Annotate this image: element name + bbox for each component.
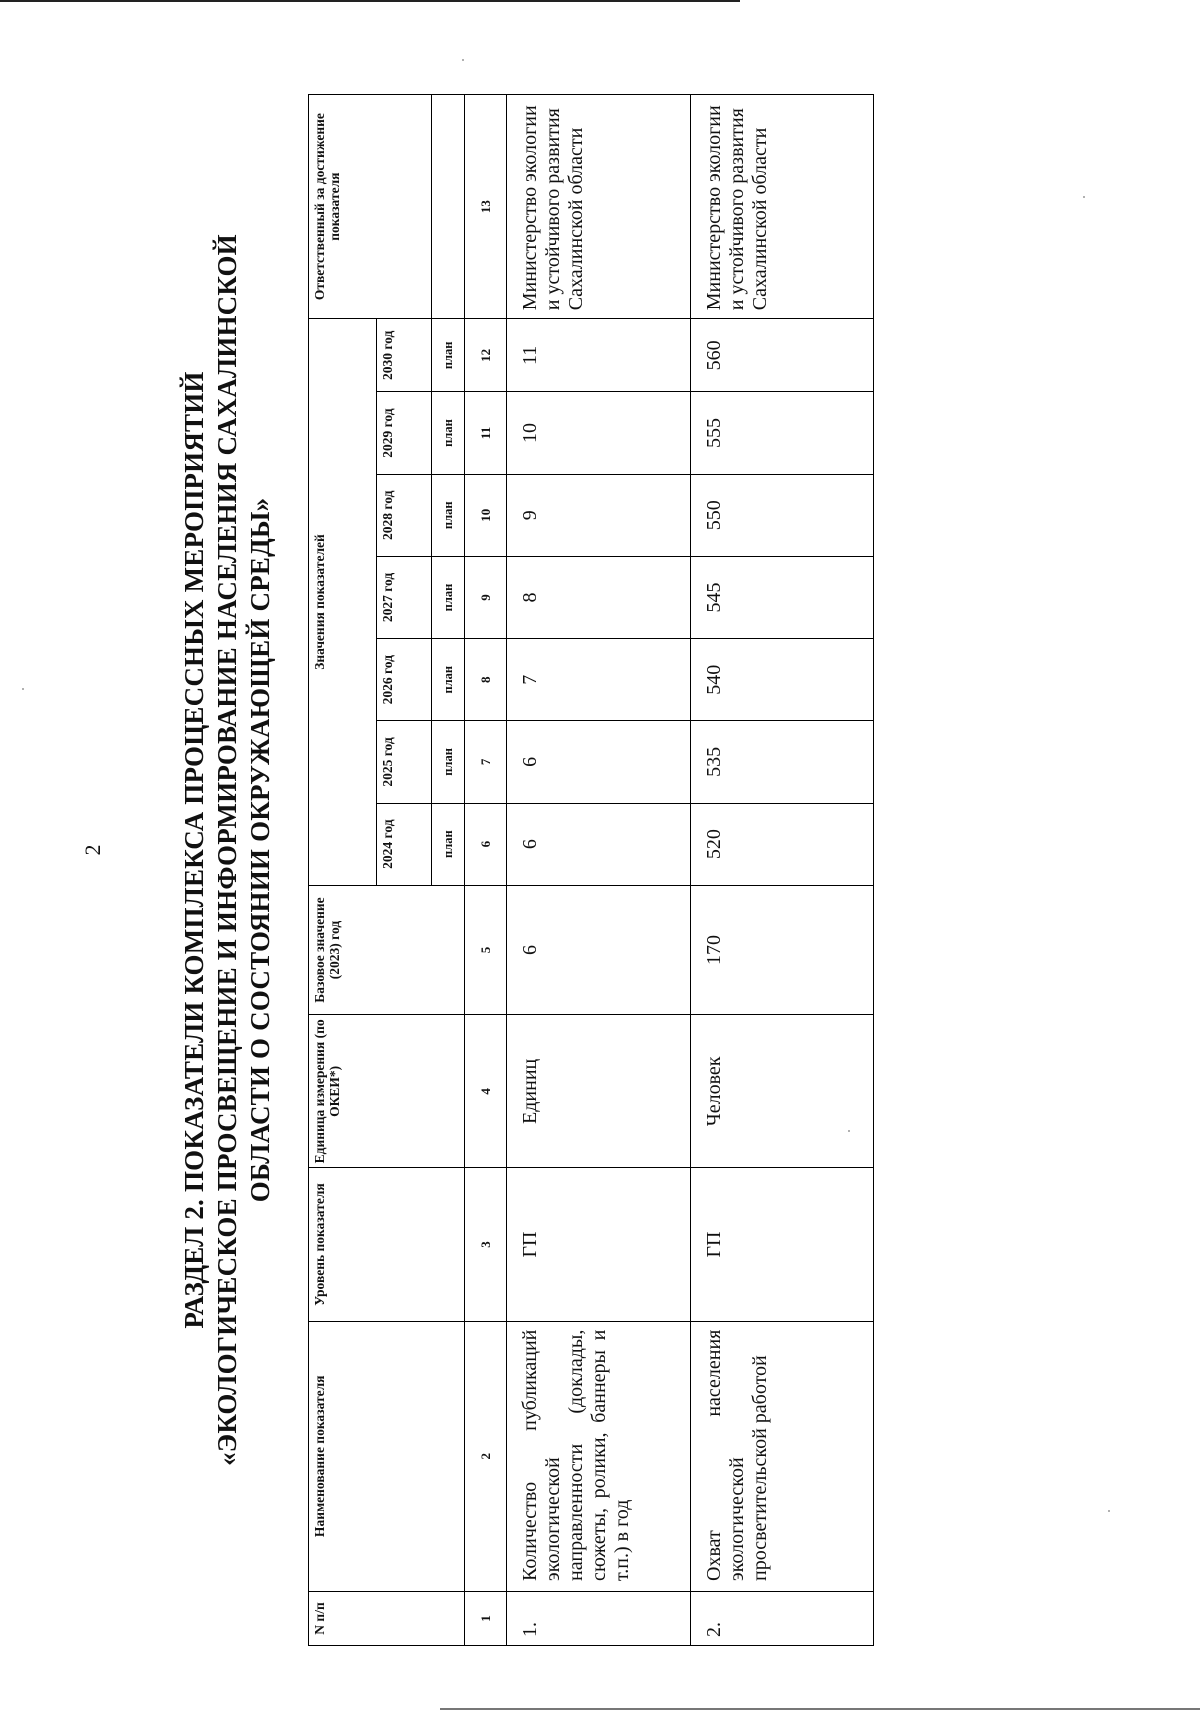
column-number: 3 <box>465 1168 507 1321</box>
indicator-level: ГП <box>691 1168 874 1321</box>
column-numbers-row <box>465 95 507 1646</box>
column-number: 12 <box>465 319 507 392</box>
plan-value: 550 <box>691 474 874 556</box>
plan-value: 11 <box>507 319 691 392</box>
column-number: 11 <box>465 392 507 474</box>
title-line-2: «ЭКОЛОГИЧЕСКОЕ ПРОСВЕЩЕНИЕ И ИНФОРМИРОВАНИЕ НАСЕЛЕНИЯ САХАЛИНСКОЙ <box>212 234 242 1466</box>
indicator-name: Количество публикаций экологической направленности (доклады, сюжеты, ролики, баннеры и т.п.) в год <box>507 1321 691 1591</box>
row-number: 1. <box>507 1591 691 1645</box>
base-value: 170 <box>691 885 874 1015</box>
header-plan: план <box>432 474 465 556</box>
column-number: 7 <box>465 721 507 803</box>
rotated-page-content <box>0 25 1200 1675</box>
page-number: 2 <box>80 844 105 856</box>
title-line-3: ОБЛАСТИ О СОСТОЯНИИ ОКРУЖАЮЩЕЙ СРЕДЫ» <box>245 497 275 1203</box>
page-edge-top <box>0 0 740 2</box>
header-responsible: Ответственный за достижение показателя <box>309 95 432 319</box>
column-number: 4 <box>465 1015 507 1168</box>
header-level: Уровень показателя <box>309 1168 465 1321</box>
section-title <box>178 25 277 1675</box>
header-row-1 <box>309 95 377 1646</box>
responsible-body: Министерство экологии и устойчивого развития Сахалинской области <box>691 95 874 319</box>
header-unit: Единица измерения (по ОКЕИ*) <box>309 1015 465 1168</box>
column-number: 1 <box>465 1591 507 1645</box>
plan-value: 7 <box>507 639 691 721</box>
header-plan: план <box>432 639 465 721</box>
plan-value: 520 <box>691 803 874 885</box>
column-number: 5 <box>465 885 507 1015</box>
header-name: Наименование показателя <box>309 1321 465 1591</box>
column-number: 6 <box>465 803 507 885</box>
plan-value: 10 <box>507 392 691 474</box>
plan-value: 560 <box>691 319 874 392</box>
indicator-level: ГП <box>507 1168 691 1321</box>
indicators-table <box>308 94 874 1646</box>
indicator-name: Охват населения экологической просветительской работой <box>691 1321 874 1591</box>
header-responsible-blank <box>432 95 465 319</box>
header-year: 2029 год <box>377 392 432 474</box>
plan-value: 535 <box>691 721 874 803</box>
title-line-1: РАЗДЕЛ 2. ПОКАЗАТЕЛИ КОМПЛЕКСА ПРОЦЕССНЫХ МЕРОПРИЯТИЙ <box>179 371 209 1329</box>
plan-value: 540 <box>691 639 874 721</box>
plan-value: 6 <box>507 721 691 803</box>
plan-value: 555 <box>691 392 874 474</box>
plan-value: 6 <box>507 803 691 885</box>
indicator-unit: Человек <box>691 1015 874 1168</box>
header-plan: план <box>432 319 465 392</box>
column-number: 2 <box>465 1321 507 1591</box>
header-year: 2026 год <box>377 639 432 721</box>
header-plan: план <box>432 803 465 885</box>
header-year: 2028 год <box>377 474 432 556</box>
header-values-group: Значения показателей <box>309 319 377 886</box>
table-row <box>507 95 691 1646</box>
header-year: 2024 год <box>377 803 432 885</box>
header-year: 2027 год <box>377 556 432 638</box>
plan-value: 545 <box>691 556 874 638</box>
column-number: 9 <box>465 556 507 638</box>
table-row <box>691 95 874 1646</box>
header-num: N п/п <box>309 1591 465 1645</box>
page-edge-bottom <box>440 1708 1200 1710</box>
header-year: 2030 год <box>377 319 432 392</box>
header-plan: план <box>432 721 465 803</box>
responsible-body: Министерство экологии и устойчивого развития Сахалинской области <box>507 95 691 319</box>
plan-value: 8 <box>507 556 691 638</box>
header-plan: план <box>432 556 465 638</box>
header-year: 2025 год <box>377 721 432 803</box>
column-number: 8 <box>465 639 507 721</box>
column-number: 10 <box>465 474 507 556</box>
header-plan: план <box>432 392 465 474</box>
base-value: 6 <box>507 885 691 1015</box>
plan-value: 9 <box>507 474 691 556</box>
row-number: 2. <box>691 1591 874 1645</box>
header-base: Базовое значение (2023) год <box>309 885 465 1015</box>
indicator-unit: Единиц <box>507 1015 691 1168</box>
column-number: 13 <box>465 95 507 319</box>
